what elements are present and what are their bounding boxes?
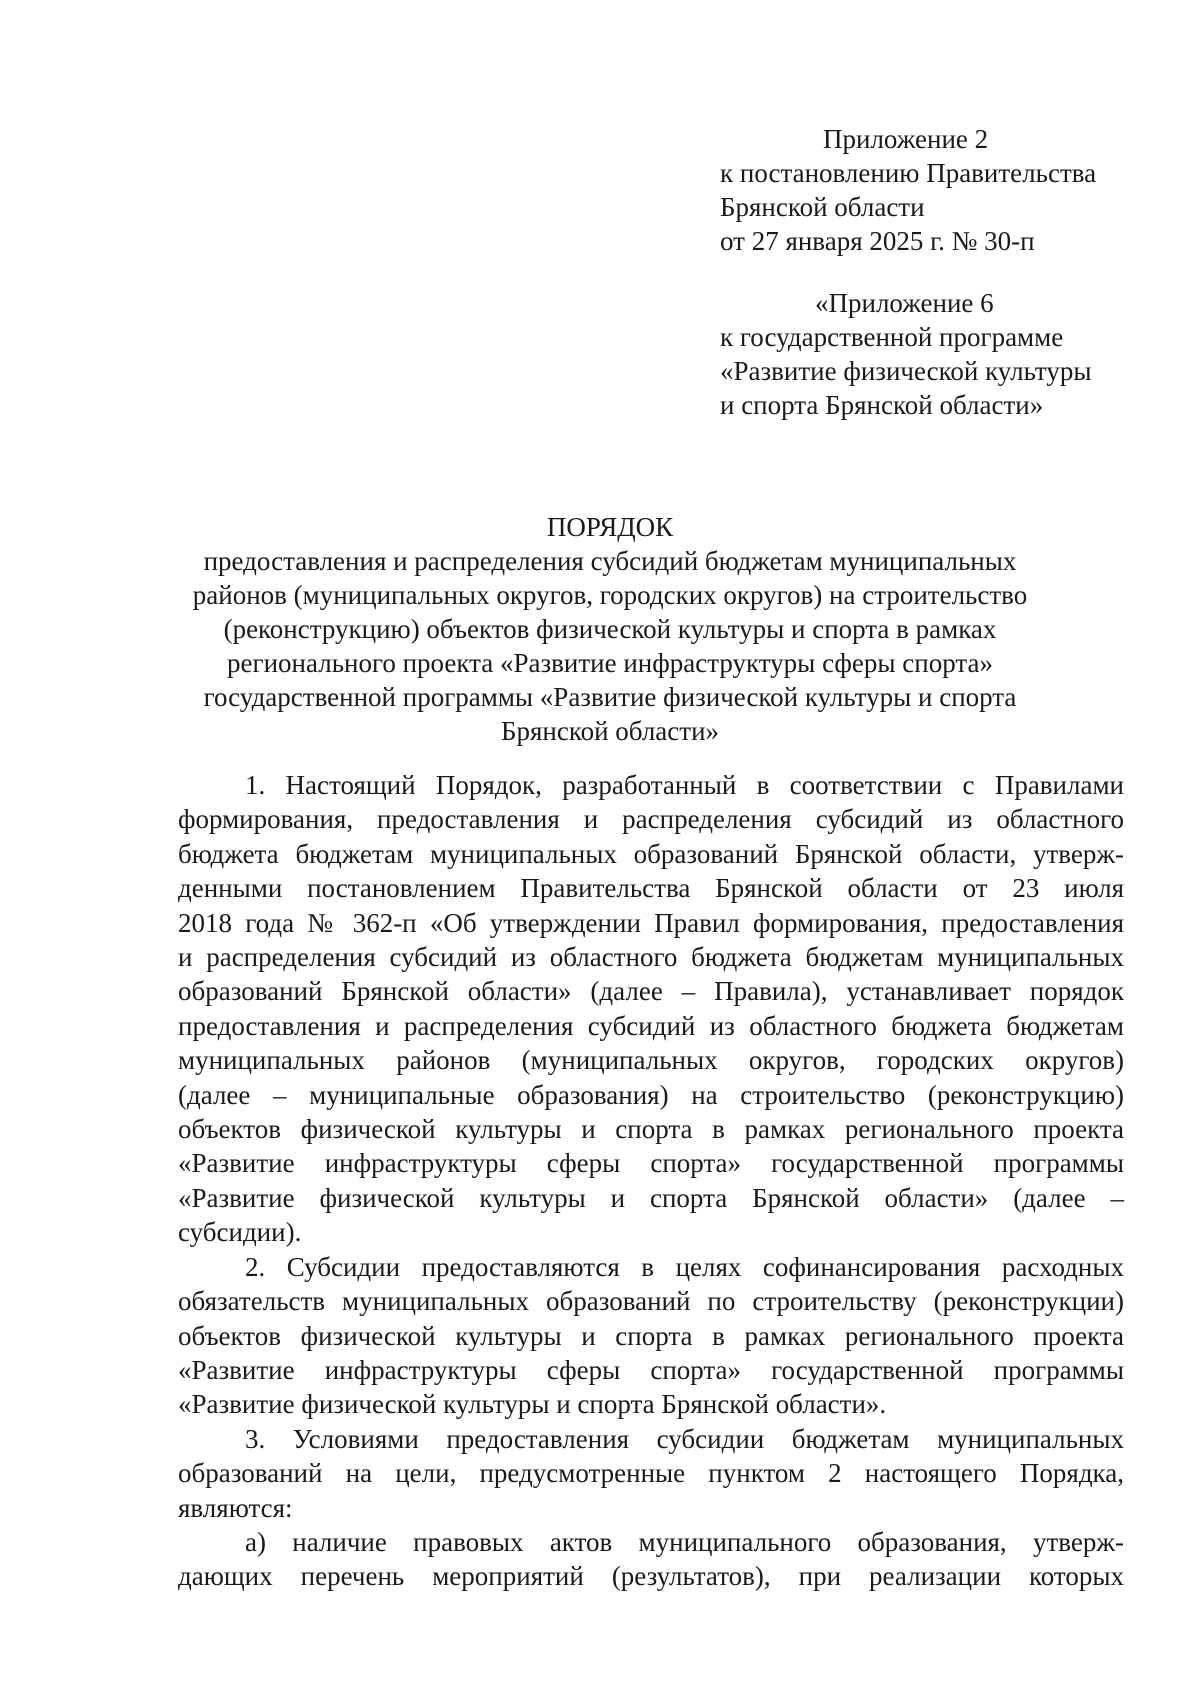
text-line: объектов физической культуры и спорта в рамках регионального проекта [178,1320,1124,1351]
paragraph-3 [178,1422,1124,1525]
title-heading: ПОРЯДОК [546,512,674,542]
text-line: денными постановлением Правительства Брянской области от 23 июля [178,873,1124,904]
document-title [150,510,1070,748]
document-body [178,768,1124,1594]
appendix-line-1: «Приложение 6 [815,288,994,318]
text-line: обязательств муниципальных образований по строительству (реконструкции) [178,1286,1124,1317]
approval-line-4: от 27 января 2025 г. № 30-п [720,226,1035,256]
title-line: государственной программы «Развитие физической культуры и спорта [203,682,1017,712]
title-line: Брянской области» [500,716,720,746]
appendix-line-3: «Развитие физической культуры [720,356,1092,386]
appendix-line-2: к государственной программе [720,322,1064,352]
text-line: муниципальных районов (муниципальных округов, городских округов) [178,1045,1124,1076]
text-line: формирования, предоставления и распределения субсидий из областного [178,804,1124,835]
text-line: объектов физической культуры и спорта в рамках регионального проекта [178,1114,1124,1145]
paragraph-3a [178,1525,1124,1594]
approval-line-1: Приложение 2 [823,124,989,154]
title-line: районов (муниципальных округов, городских округов) на строительство [192,580,1028,610]
text-line: 3. Условиями предоставления субсидии бюджетам муниципальных [245,1423,1124,1454]
text-line: «Развитие физической культуры и спорта Брянской области» (далее – [178,1182,1124,1213]
approval-reference [720,122,1160,258]
title-line: (реконструкцию) объектов физической культуры и спорта в рамках [223,614,997,644]
title-line: регионального проекта «Развитие инфраструктуры сферы спорта» [227,648,993,678]
text-line: «Развитие инфраструктуры сферы спорта» государственной программы [178,1148,1124,1179]
paragraph-2 [178,1250,1124,1422]
approval-line-2: к постановлению Правительства [720,158,1097,188]
text-line: и распределения субсидий из областного бюджета бюджетам муниципальных [178,942,1124,973]
text-line: образований на цели, предусмотренные пунктом 2 настоящего Порядка, [178,1458,1124,1489]
text-line: (далее – муниципальные образования) на строительство (реконструкцию) [178,1079,1124,1110]
approval-line-3: Брянской области [720,192,925,222]
appendix-reference [720,286,1160,422]
paragraph-1 [178,768,1124,1250]
text-line: а) наличие правовых актов муниципального образования, утверж- [245,1526,1124,1557]
text-line: образований Брянской области» (далее – Правила), устанавливает порядок [178,976,1124,1007]
text-line: предоставления и распределения субсидий из областного бюджета бюджетам [178,1010,1124,1041]
text-line: 2. Субсидии предоставляются в целях софинансирования расходных [245,1251,1124,1282]
text-line: являются: [178,1492,293,1523]
text-line: «Развитие инфраструктуры сферы спорта» государственной программы [178,1354,1124,1385]
text-line: 1. Настоящий Порядок, разработанный в соответствии с Правилами [245,770,1124,800]
title-line: предоставления и распределения субсидий бюджетам муниципальных [203,546,1017,576]
text-line: субсидии). [178,1217,302,1248]
text-line: бюджета бюджетам муниципальных образований Брянской области, утверж- [178,838,1124,869]
appendix-line-4: и спорта Брянской области» [720,390,1044,420]
text-line: дающих перечень мероприятий (результатов), при реализации которых [178,1561,1124,1592]
text-line: 2018 года № 362-п «Об утверждении Правил формирования, предоставления [178,907,1124,938]
text-line: «Развитие физической культуры и спорта Брянской области». [178,1389,887,1420]
